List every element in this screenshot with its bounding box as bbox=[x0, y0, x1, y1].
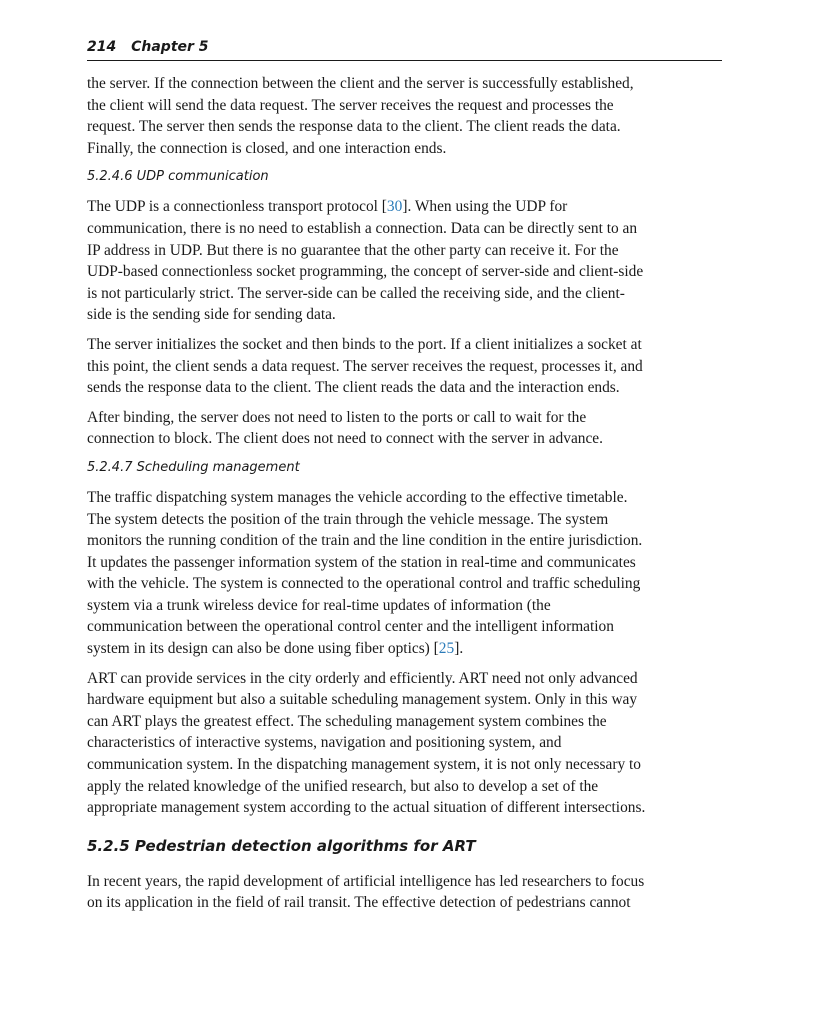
text-line: UDP-based connectionless socket programming, the concept of server-side and client-side bbox=[87, 263, 644, 281]
text-line: is not particularly strict. The server-side can be called the receiving side, and the client- bbox=[87, 284, 625, 302]
text-line: this point, the client sends a data request. The server receives the request, processes it, and bbox=[87, 357, 643, 375]
section-heading-pedestrian-detection: 5.2.5 Pedestrian detection algorithms for ART bbox=[87, 836, 476, 855]
text-line: It updates the passenger information system of the station in real-time and communicates bbox=[87, 553, 636, 571]
chapter-title: Chapter 5 bbox=[131, 39, 209, 55]
text-line: side is the sending side for sending data. bbox=[87, 306, 336, 324]
text-line: connection to block. The client does not need to connect with the server in advance. bbox=[87, 430, 603, 448]
text-fragment: ]. bbox=[454, 640, 464, 658]
text-line: communication, there is no need to establish a connection. Data can be directly sent to an bbox=[87, 219, 638, 237]
text-fragment: ]. When using the UDP for bbox=[402, 198, 568, 216]
text-line: the client will send the data request. The server receives the request and processes the bbox=[87, 96, 614, 114]
text-line: on its application in the field of rail transit. The effective detection of pedestrians cannot bbox=[87, 894, 631, 912]
text-line: appropriate management system according to the actual situation of different intersections. bbox=[87, 799, 646, 817]
page-number: 214 bbox=[87, 39, 117, 55]
text-line: request. The server then sends the response data to the client. The client reads the data. bbox=[87, 118, 621, 136]
paragraph-pedestrian-intro bbox=[87, 871, 722, 914]
running-header bbox=[87, 36, 722, 61]
text-line bbox=[87, 196, 722, 218]
text-line: system via a trunk wireless device for real-time updates of information (the bbox=[87, 596, 551, 614]
citation-link-25[interactable]: 25 bbox=[438, 640, 455, 658]
text-line: In recent years, the rapid development of artificial intelligence has led researchers to focus bbox=[87, 872, 645, 890]
text-line: communication between the operational control center and the intelligent information bbox=[87, 618, 614, 636]
text-line: the server. If the connection between the client and the server is successfully established, bbox=[87, 75, 634, 92]
paragraph-udp-intro bbox=[87, 196, 722, 326]
text-line: monitors the running condition of the train and the line condition in the entire jurisdiction. bbox=[87, 532, 643, 550]
text-line: ART can provide services in the city orderly and efficiently. ART need not only advanced bbox=[87, 669, 638, 687]
text-fragment: The UDP is a connectionless transport protocol [ bbox=[87, 198, 387, 216]
text-line: apply the related knowledge of the unified research, but also to develop a set of the bbox=[87, 777, 599, 795]
text-line: sends the response data to the client. The client reads the data and the interaction ends. bbox=[87, 379, 620, 397]
text-line: The server initializes the socket and then binds to the port. If a client initializes a socket at bbox=[87, 335, 642, 353]
text-line: communication system. In the dispatching management system, it is not only necessary to bbox=[87, 756, 641, 774]
citation-link-30[interactable]: 30 bbox=[386, 198, 403, 216]
text-line: characteristics of interactive systems, navigation and positioning system, and bbox=[87, 734, 562, 752]
book-page bbox=[87, 36, 722, 922]
subsection-heading-udp: 5.2.4.6 UDP communication bbox=[87, 169, 269, 185]
text-line: After binding, the server does not need to listen to the ports or call to wait for the bbox=[87, 408, 587, 426]
text-line: Finally, the connection is closed, and one interaction ends. bbox=[87, 139, 447, 157]
paragraph-traffic-dispatching bbox=[87, 487, 722, 660]
text-line: The traffic dispatching system manages the vehicle according to the effective timetable. bbox=[87, 488, 628, 506]
paragraph-udp-server bbox=[87, 334, 722, 399]
subsection-heading-scheduling: 5.2.4.7 Scheduling management bbox=[87, 459, 300, 475]
text-fragment: system in its design can also be done using fiber optics) [ bbox=[87, 640, 439, 658]
paragraph-art-services bbox=[87, 668, 722, 819]
text-line: with the vehicle. The system is connected to the operational control and traffic scheduling bbox=[87, 575, 641, 593]
text-line: The system detects the position of the train through the vehicle message. The system bbox=[87, 510, 609, 528]
text-line: can ART plays the greatest effect. The scheduling management system combines the bbox=[87, 712, 607, 730]
text-line bbox=[87, 638, 722, 660]
paragraph-udp-binding bbox=[87, 407, 722, 450]
text-line: hardware equipment but also a suitable scheduling management system. Only in this way bbox=[87, 691, 638, 709]
text-line: IP address in UDP. But there is no guarantee that the other party can receive it. For the bbox=[87, 241, 619, 259]
paragraph-connection-end bbox=[87, 73, 722, 159]
